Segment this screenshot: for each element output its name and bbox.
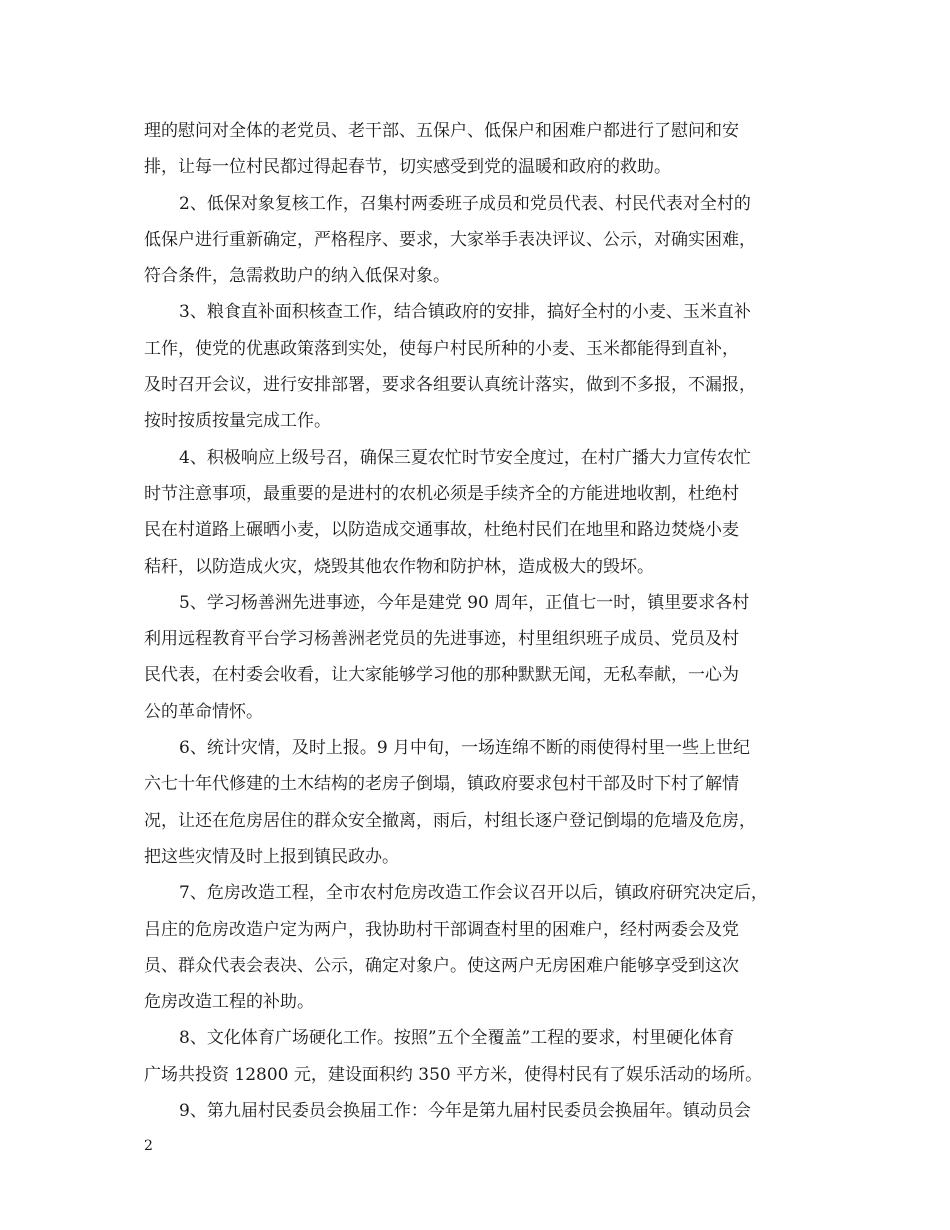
text-line: 公的革命情怀。	[144, 701, 263, 722]
text-line: 4、积极响应上级号召，确保三夏农忙时节安全度过，在村广播大力宣传农忙	[179, 447, 751, 468]
text-line: 7、危房改造工程，全市农村危房改造工作会议召开以后，镇政府研究决定后，	[179, 883, 768, 904]
text-line: 6、统计灾情，及时上报。9 月中旬，一场连绵不断的雨使得村里一些上世纪	[179, 738, 751, 759]
text-line: 况，让还在危房居住的群众安全撤离，雨后，村组长逐户登记倒塌的危墙及危房，	[144, 810, 756, 831]
text-line: 低保户进行重新确定，严格程序、要求，大家举手表决评议、公示，对确实困难，	[144, 229, 756, 250]
text-line: 2、低保对象复核工作，召集村两委班子成员和党员代表、村民代表对全村的	[179, 193, 751, 214]
text-line: 及时召开会议，进行安排部署，要求各组要认真统计落实，做到不多报，不漏报，	[144, 375, 756, 396]
text-line: 员、群众代表会表决、公示，确定对象户。使这两户无房困难户能够享受到这次	[144, 955, 739, 976]
text-line: 排，让每一位村民都过得起春节，切实感受到党的温暖和政府的救助。	[144, 157, 671, 178]
text-line: 利用远程教育平台学习杨善洲老党员的先进事迹，村里组织班子成员、党员及村	[144, 629, 739, 650]
text-line: 民代表，在村委会收看，让大家能够学习他的那种默默无闻，无私奉献，一心为	[144, 665, 739, 686]
text-line: 民在村道路上碾晒小麦，以防造成交通事故，杜绝村民们在地里和路边焚烧小麦	[144, 520, 739, 541]
text-line: 时节注意事项，最重要的是进村的农机必须是手续齐全的方能进地收割，杜绝村	[144, 483, 739, 504]
page-number: 2	[144, 1138, 153, 1154]
text-line: 把这些灾情及时上报到镇民政办。	[144, 846, 399, 867]
text-line: 吕庄的危房改造户定为两户，我协助村干部调查村里的困难户，经村两委会及党	[144, 919, 739, 940]
text-line: 8、文化体育广场硬化工作。按照”五个全覆盖”工程的要求，村里硬化体育	[179, 1028, 735, 1049]
text-line: 3、粮食直补面积核查工作，结合镇政府的安排，搞好全村的小麦、玉米直补	[179, 302, 751, 323]
body-text	[144, 113, 830, 1129]
text-line: 危房改造工程的补助。	[144, 992, 314, 1013]
text-line: 六七十年代修建的土木结构的老房子倒塌，镇政府要求包村干部及时下村了解情	[144, 774, 739, 795]
text-line: 9、第九届村民委员会换届工作：今年是第九届村民委员会换届年。镇动员会	[179, 1101, 751, 1122]
text-line: 工作，使党的优惠政策落到实处，使每户村民所种的小麦、玉米都能得到直补，	[144, 338, 739, 359]
text-line: 秸秆，以防造成火灾，烧毁其他农作物和防护林，造成极大的毁坏。	[144, 556, 654, 577]
text-line: 5、学习杨善洲先进事迹，今年是建党 90 周年，正值七一时，镇里要求各村	[179, 592, 750, 613]
text-line: 符合条件，急需救助户的纳入低保对象。	[144, 266, 450, 287]
text-line: 广场共投资 12800 元，建设面积约 350 平方米，使得村民有了娱乐活动的场所。	[144, 1064, 763, 1085]
text-line: 按时按质按量完成工作。	[144, 411, 331, 432]
text-line: 理的慰问对全体的老党员、老干部、五保户、低保户和困难户都进行了慰问和安	[144, 121, 739, 141]
